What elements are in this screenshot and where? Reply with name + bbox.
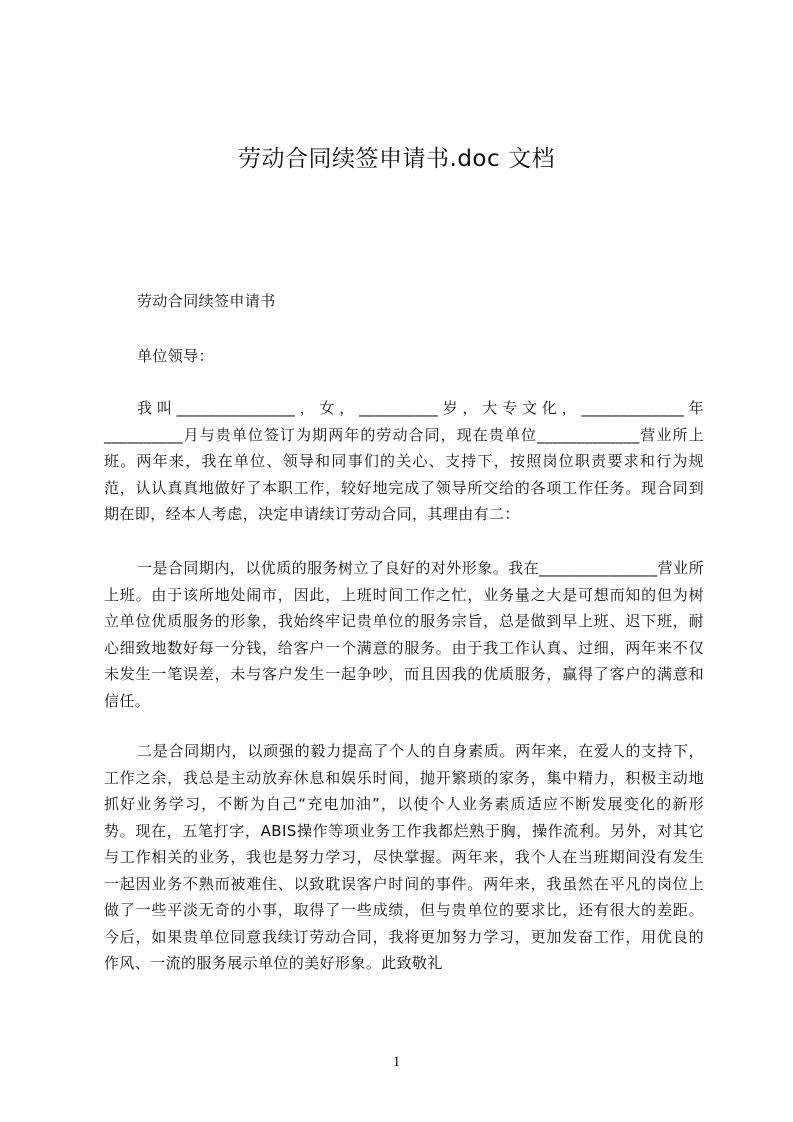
paragraph-reason-one: 一是合同期内，以优质的服务树立了良好的对外形象。我在_______________营业所上班。由于该所地处闹市，因此，上班时间工作之忙，业务量之大是可想而知的但为树立单位优质服务的形象，我始终牢记贵单位的服务宗旨，总是做到早上班、迟下班，耐心细致地数好每一分钱，给客户一个满意的服务。由于我工作认真、过细，两年来不仅未发生一笔误差，未与客户发生一起争吵，而且因我的优质服务，赢得了客户的满意和信任。 <box>104 559 704 710</box>
page-number: 1 <box>392 1054 401 1070</box>
document-heading: 劳动合同续签申请书 <box>137 292 276 310</box>
paragraph-reason-two: 二是合同期内，以顽强的毅力提高了个人的自身素质。两年来，在爱人的支持下，工作之余，我总是主动放弃休息和娱乐时间，抛开繁琐的家务，集中精力，积极主动地抓好业务学习，不断为自己“充电加油”，以使个人业务素质适应不断发展变化的新形势。现在，五笔打字，ABIS操作等项业务工作我都烂熟于胸，操作流利。另外，对其它与工作相关的业务，我也是努力学习，尽快掌握。两年来，我个人在当班期间没有发生一起因业务不熟而被难住、以致耽误客户时间的事件。两年来，我虽然在平凡的岗位上做了一些平淡无奇的小事，取得了一些成绩，但与贵单位的要求比，还有很大的差距。今后，如果贵单位同意我续订劳动合同，我将更加努力学习，更加发奋工作，用优良的作风、一流的服务展示单位的美好形象。此致敬礼 <box>104 742 704 972</box>
salutation: 单位领导： <box>137 347 215 365</box>
document-title: 劳动合同续签申请书.doc 文档 <box>238 146 555 172</box>
paragraph-intro: 我叫_______________，女，__________岁，大专文化，_____________年__________月与贵单位签订为期两年的劳动合同，现在贵单位_____________营业所上班。两年来，我在单位、领导和同事们的关心、支持下，按照岗位职责要求和行为规范，认认真真地做好了本职工作，较好地完成了领导所交给的各项工作任务。现合同到期在即，经本人考虑，决定申请续订劳动合同，其理由有二： <box>104 399 704 523</box>
